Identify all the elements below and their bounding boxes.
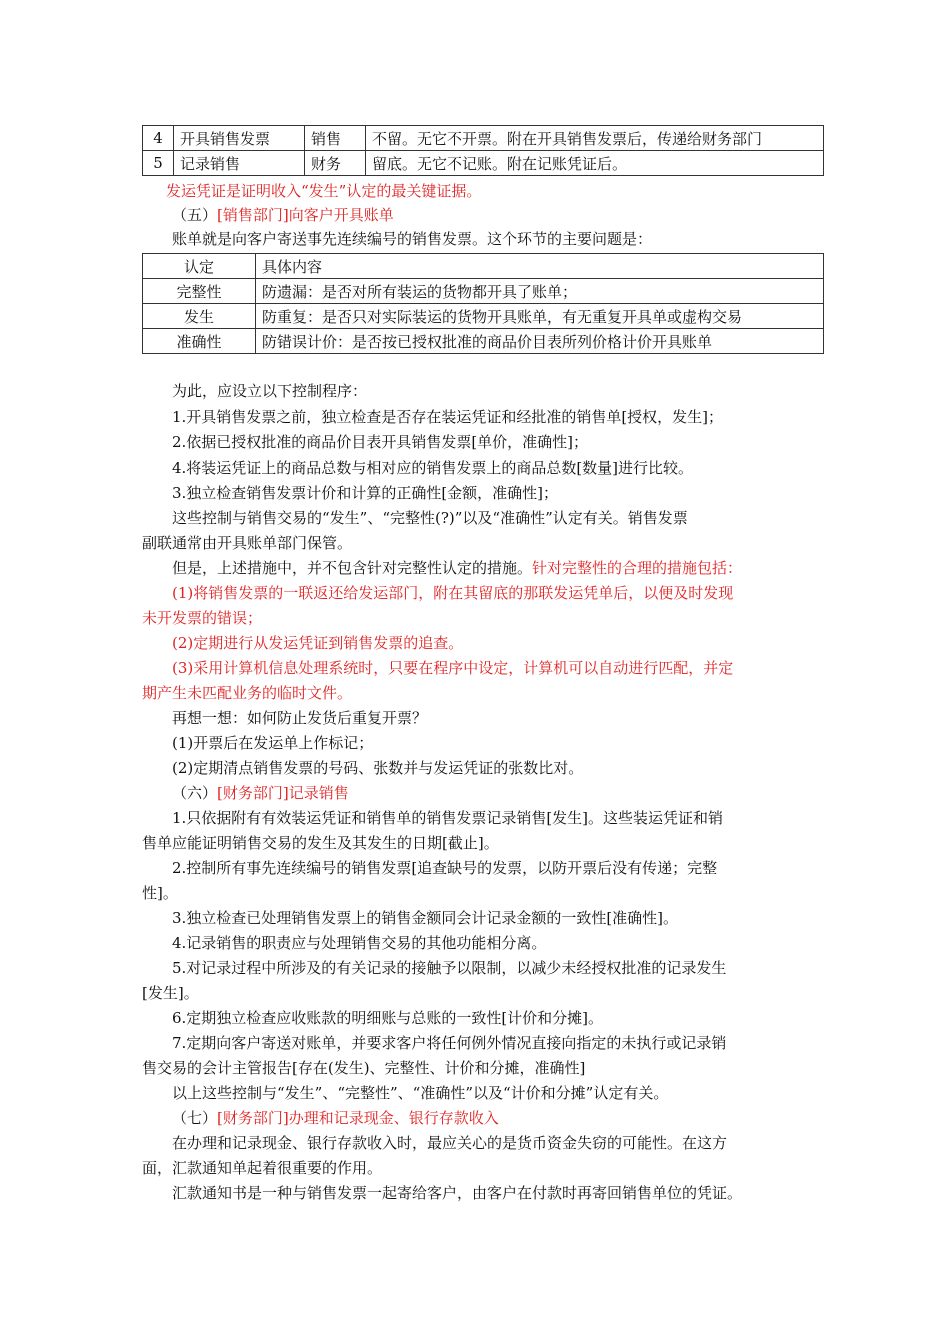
- assertion-table: [142, 253, 824, 354]
- paragraph: 期产生未匹配业务的临时文件。: [142, 684, 353, 702]
- step-cell: 开具销售发票: [174, 126, 305, 151]
- paragraph: 1.开具销售发票之前，独立检查是否存在装运凭证和经批准的销售单[授权，发生]；: [172, 408, 724, 426]
- paragraph: 为此，应设立以下控制程序：: [172, 382, 368, 400]
- paragraph: (3)采用计算机信息处理系统时，只要在程序中设定，计算机可以自动进行匹配，并定: [172, 659, 734, 677]
- paragraph: 售交易的会计主管报告[存在(发生)、完整性、计价和分摊，准确性]: [142, 1059, 586, 1077]
- paragraph: (2)定期清点销售发票的号码、张数并与发运凭证的张数比对。: [172, 759, 584, 777]
- paragraph: 售单应能证明销售交易的发生及其发生的日期[截止]。: [142, 834, 499, 852]
- row-number: 4: [143, 126, 174, 151]
- paragraph: 性]。: [142, 884, 178, 902]
- paragraph: 以上这些控制与“发生”、“完整性”、“准确性”以及“计价和分摊”认定有关。: [172, 1084, 669, 1102]
- paragraph: 6.定期独立检查应收账款的明细账与总账的一致性[计价和分摊]。: [172, 1009, 604, 1027]
- section-heading-6: [142, 783, 854, 803]
- paragraph: 再想一想：如何防止发货后重复开票？: [172, 709, 428, 727]
- paragraph: 7.定期向客户寄送对账单，并要求客户将任何例外情况直接向指定的未执行或记录销: [172, 1034, 727, 1052]
- paragraph: [142, 558, 854, 578]
- department-cell: 销售: [305, 126, 366, 151]
- key-evidence-note: 发运凭证是证明收入“发生”认定的最关键证据。: [166, 182, 482, 200]
- paragraph: (1)将销售发票的一联返还给发运部门，附在其留底的那联发运凭单后，以便及时发现: [172, 584, 734, 602]
- department-cell: 财务: [305, 151, 366, 176]
- paragraph-text: 但是，上述措施中，并不包含针对完整性认定的措施。: [172, 559, 533, 577]
- column-header: 认定: [143, 254, 256, 279]
- section-prefix: （七）: [172, 1109, 218, 1127]
- paragraph: (1)开票后在发运单上作标记；: [172, 734, 374, 752]
- paragraph: 这些控制与销售交易的“发生”、“完整性(?)”以及“准确性”认定有关。销售发票: [172, 509, 688, 527]
- row-number: 5: [143, 151, 174, 176]
- table-row: [143, 126, 824, 151]
- table-row: [143, 151, 824, 176]
- table-row: [143, 304, 824, 329]
- section-title: [销售部门]向客户开具账单: [217, 206, 394, 224]
- paragraph: 3.独立检查销售发票计价和计算的正确性[金额，准确性]；: [172, 484, 559, 502]
- step-cell: 记录销售: [174, 151, 305, 176]
- paragraph: 在办理和记录现金、银行存款收入时，最应关心的是货币资金失窃的可能性。在这方: [172, 1134, 728, 1152]
- paragraph: 4.将装运凭证上的商品总数与相对应的销售发票上的商品总数[数量]进行比较。: [172, 459, 694, 477]
- content-cell: 防遗漏：是否对所有装运的货物都开具了账单；: [256, 279, 824, 304]
- assertion-cell: 发生: [143, 304, 256, 329]
- paragraph: 面，汇款通知单起着很重要的作用。: [142, 1159, 383, 1177]
- description-cell: 不留。无它不开票。附在开具销售发票后，传递给财务部门: [366, 126, 824, 151]
- paragraph: 账单就是向客户寄送事先连续编号的销售发票。这个环节的主要问题是：: [172, 230, 653, 248]
- paragraph: 2.依据已授权批准的商品价目表开具销售发票[单价，准确性]；: [172, 433, 589, 451]
- section-title: [财务部门]记录销售: [217, 784, 349, 802]
- content-cell: 防错误计价：是否按已授权批准的商品价目表所列价格计价开具账单: [256, 329, 824, 354]
- paragraph: 2.控制所有事先连续编号的销售发票[追查缺号的发票，以防开票后没有传递；完整: [172, 859, 718, 877]
- paragraph: (2)定期进行从发运凭证到销售发票的追查。: [172, 634, 464, 652]
- section-heading-5: [142, 205, 854, 225]
- paragraph: 3.独立检查已处理销售发票上的销售金额同会计记录金额的一致性[准确性]。: [172, 909, 679, 927]
- process-table: [142, 125, 824, 176]
- column-header: 具体内容: [256, 254, 824, 279]
- table-row: [143, 279, 824, 304]
- section-heading-7: [142, 1108, 854, 1128]
- paragraph: 5.对记录过程中所涉及的有关记录的接触予以限制，以减少未经授权批准的记录发生: [172, 959, 727, 977]
- highlighted-text: 针对完整性的合理的措施包括：: [532, 559, 743, 577]
- section-prefix: （五）: [172, 206, 218, 224]
- paragraph: 1.只依据附有有效装运凭证和销售单的销售发票记录销售[发生]。这些装运凭证和销: [172, 809, 724, 827]
- paragraph: [发生]。: [142, 984, 199, 1002]
- paragraph: 4.记录销售的职责应与处理销售交易的其他功能相分离。: [172, 934, 547, 952]
- table-row: [143, 329, 824, 354]
- description-cell: 留底。无它不记账。附在记账凭证后。: [366, 151, 824, 176]
- paragraph: 未开发票的错误；: [142, 609, 263, 627]
- paragraph: 副联通常由开具账单部门保管。: [142, 534, 353, 552]
- content-cell: 防重复：是否只对实际装运的货物开具账单，有无重复开具单或虚构交易: [256, 304, 824, 329]
- assertion-cell: 准确性: [143, 329, 256, 354]
- assertion-cell: 完整性: [143, 279, 256, 304]
- table-header-row: [143, 254, 824, 279]
- section-title: [财务部门]办理和记录现金、银行存款收入: [217, 1109, 499, 1127]
- paragraph: 汇款通知书是一种与销售发票一起寄给客户，由客户在付款时再寄回销售单位的凭证。: [172, 1184, 743, 1202]
- section-prefix: （六）: [172, 784, 218, 802]
